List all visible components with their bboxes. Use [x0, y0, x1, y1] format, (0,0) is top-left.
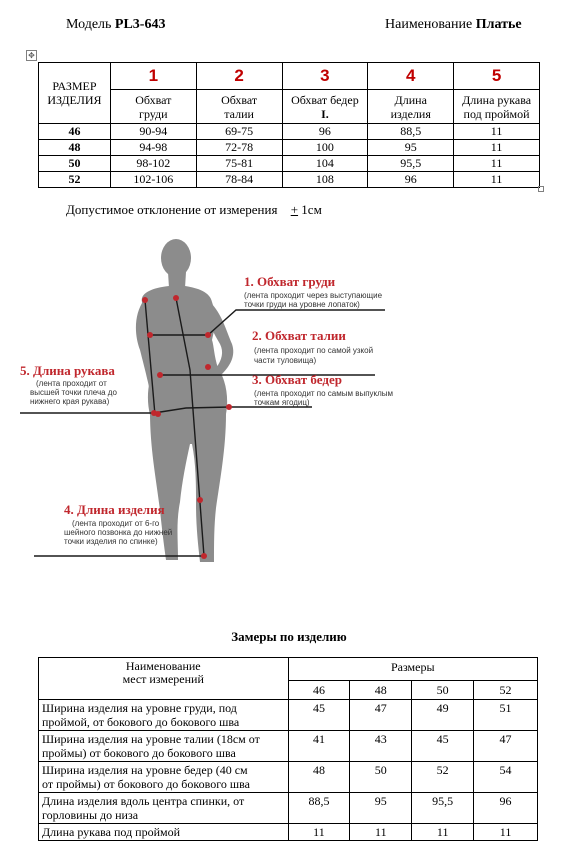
value-cell: 94-98: [110, 140, 196, 156]
table-row: [39, 824, 538, 841]
svg-text:4. Длина изделия: 4. Длина изделия: [64, 502, 165, 517]
table-row: [39, 156, 540, 172]
value-cell: 96: [282, 124, 368, 140]
column-number: 3: [282, 63, 368, 90]
svg-text:высшей точки плеча до: высшей точки плеча до: [30, 388, 117, 397]
value-cell: 96: [474, 793, 538, 824]
table-resize-handle[interactable]: [538, 186, 544, 192]
value-cell: 95,5: [368, 156, 454, 172]
column-number: 1: [110, 63, 196, 90]
measurement-name: Ширина изделия на уровне груди, под проймой, от бокового до бокового шва: [39, 700, 289, 731]
size-header-cell: 50: [412, 681, 474, 700]
svg-text:(лента проходит по самой узкой: (лента проходит по самой узкой: [254, 346, 374, 355]
value-cell: 104: [282, 156, 368, 172]
value-cell: 108: [282, 172, 368, 188]
table-row: [39, 124, 540, 140]
value-cell: 54: [474, 762, 538, 793]
value-cell: 11: [454, 140, 540, 156]
column-number: 2: [196, 63, 282, 90]
value-cell: 11: [454, 124, 540, 140]
svg-text:шейного позвонка до нижней: шейного позвонка до нижней: [64, 528, 173, 537]
measurements-table: [38, 657, 538, 841]
svg-text:нижнего края рукава): нижнего края рукава): [30, 397, 110, 406]
value-cell: 48: [288, 762, 350, 793]
column-label: Обхват талии: [196, 90, 282, 124]
annotation-sleeve: [20, 363, 117, 406]
svg-text:5. Длина рукава: 5. Длина рукава: [20, 363, 115, 378]
column-number: 5: [454, 63, 540, 90]
value-cell: 69-75: [196, 124, 282, 140]
tolerance-value: 1см: [298, 202, 322, 217]
table-move-handle-icon[interactable]: ✥: [26, 50, 37, 61]
value-cell: 47: [474, 731, 538, 762]
svg-text:точки груди на уровне лопаток): точки груди на уровне лопаток): [244, 300, 360, 309]
svg-text:(лента проходит через выступаю: (лента проходит через выступающие: [244, 291, 383, 300]
value-cell: 41: [288, 731, 350, 762]
column-label: Длина изделия: [368, 90, 454, 124]
model-label: Модель: [66, 17, 112, 32]
column-header-name: Наименование мест измерений: [39, 658, 289, 700]
size-cell: 46: [39, 124, 111, 140]
size-cell: 50: [39, 156, 111, 172]
value-cell: 95,5: [412, 793, 474, 824]
tolerance-note: [66, 202, 322, 218]
svg-text:(лента проходит от: (лента проходит от: [36, 379, 107, 388]
size-table: [38, 62, 540, 188]
svg-text:(лента проходит от 6-го: (лента проходит от 6-го: [72, 519, 160, 528]
product-name-heading: [385, 17, 522, 33]
annotation-chest: [244, 274, 383, 309]
value-cell: 90-94: [110, 124, 196, 140]
value-cell: 11: [454, 172, 540, 188]
size-header: РАЗМЕР ИЗДЕЛИЯ: [39, 63, 111, 124]
svg-text:точкам ягодиц): точкам ягодиц): [254, 398, 310, 407]
annotation-hips: [252, 372, 393, 407]
table-row: [39, 140, 540, 156]
value-cell: 75-81: [196, 156, 282, 172]
value-cell: 11: [288, 824, 350, 841]
value-cell: 88,5: [368, 124, 454, 140]
measurement-name: Ширина изделия на уровне талии (18см от проймы) от бокового до бокового шва: [39, 731, 289, 762]
measurement-name: Длина изделия вдоль центра спинки, от горловины до низа: [39, 793, 289, 824]
size-cell: 52: [39, 172, 111, 188]
measurement-name: Длина рукава под проймой: [39, 824, 289, 841]
value-cell: 11: [454, 156, 540, 172]
size-header-cell: 48: [350, 681, 412, 700]
value-cell: 98-102: [110, 156, 196, 172]
svg-text:2. Обхват талии: 2. Обхват талии: [252, 328, 346, 343]
size-header-cell: 52: [474, 681, 538, 700]
value-cell: 102-106: [110, 172, 196, 188]
svg-text:(лента проходит по самым выпук: (лента проходит по самым выпуклым: [254, 389, 394, 398]
annotation-waist: [252, 328, 373, 365]
table-row: [39, 700, 538, 731]
svg-text:точки изделия по спинке): точки изделия по спинке): [64, 537, 158, 546]
measurement-figure: [0, 230, 578, 590]
value-cell: 78-84: [196, 172, 282, 188]
value-cell: 72-78: [196, 140, 282, 156]
value-cell: 43: [350, 731, 412, 762]
product-name-value: Платье: [475, 17, 522, 32]
svg-text:1. Обхват груди: 1. Обхват груди: [244, 274, 336, 289]
value-cell: 11: [412, 824, 474, 841]
value-cell: 95: [368, 140, 454, 156]
measurement-name: Ширина изделия на уровне бедер (40 см от проймы) от бокового до бокового шва: [39, 762, 289, 793]
value-cell: 96: [368, 172, 454, 188]
size-header-cell: 46: [288, 681, 350, 700]
annotation-garment-length: [64, 502, 172, 546]
svg-text:части туловища): части туловища): [254, 356, 317, 365]
value-cell: 49: [412, 700, 474, 731]
column-label: Обхват груди: [110, 90, 196, 124]
value-cell: 88,5: [288, 793, 350, 824]
svg-text:3. Обхват бедер: 3. Обхват бедер: [252, 372, 342, 387]
tolerance-sign: +: [290, 202, 299, 217]
column-number: 4: [368, 63, 454, 90]
measurements-title: Замеры по изделию: [231, 629, 347, 644]
value-cell: 11: [474, 824, 538, 841]
value-cell: 11: [350, 824, 412, 841]
value-cell: 47: [350, 700, 412, 731]
value-cell: 100: [282, 140, 368, 156]
model-heading: [66, 17, 165, 33]
value-cell: 51: [474, 700, 538, 731]
table-row: [39, 762, 538, 793]
size-cell: 48: [39, 140, 111, 156]
tolerance-text: Допустимое отклонение от измерения: [66, 202, 278, 217]
column-label: Обхват бедер I.: [282, 90, 368, 124]
table-row: [39, 793, 538, 824]
column-header-sizes: Размеры: [288, 658, 538, 681]
value-cell: 95: [350, 793, 412, 824]
value-cell: 52: [412, 762, 474, 793]
model-code: PL3-643: [114, 17, 166, 32]
product-name-label: Наименование: [385, 17, 473, 32]
table-row: [39, 731, 538, 762]
column-label: Длина рукава под проймой: [454, 90, 540, 124]
value-cell: 45: [412, 731, 474, 762]
table-row: [39, 172, 540, 188]
value-cell: 50: [350, 762, 412, 793]
value-cell: 45: [288, 700, 350, 731]
